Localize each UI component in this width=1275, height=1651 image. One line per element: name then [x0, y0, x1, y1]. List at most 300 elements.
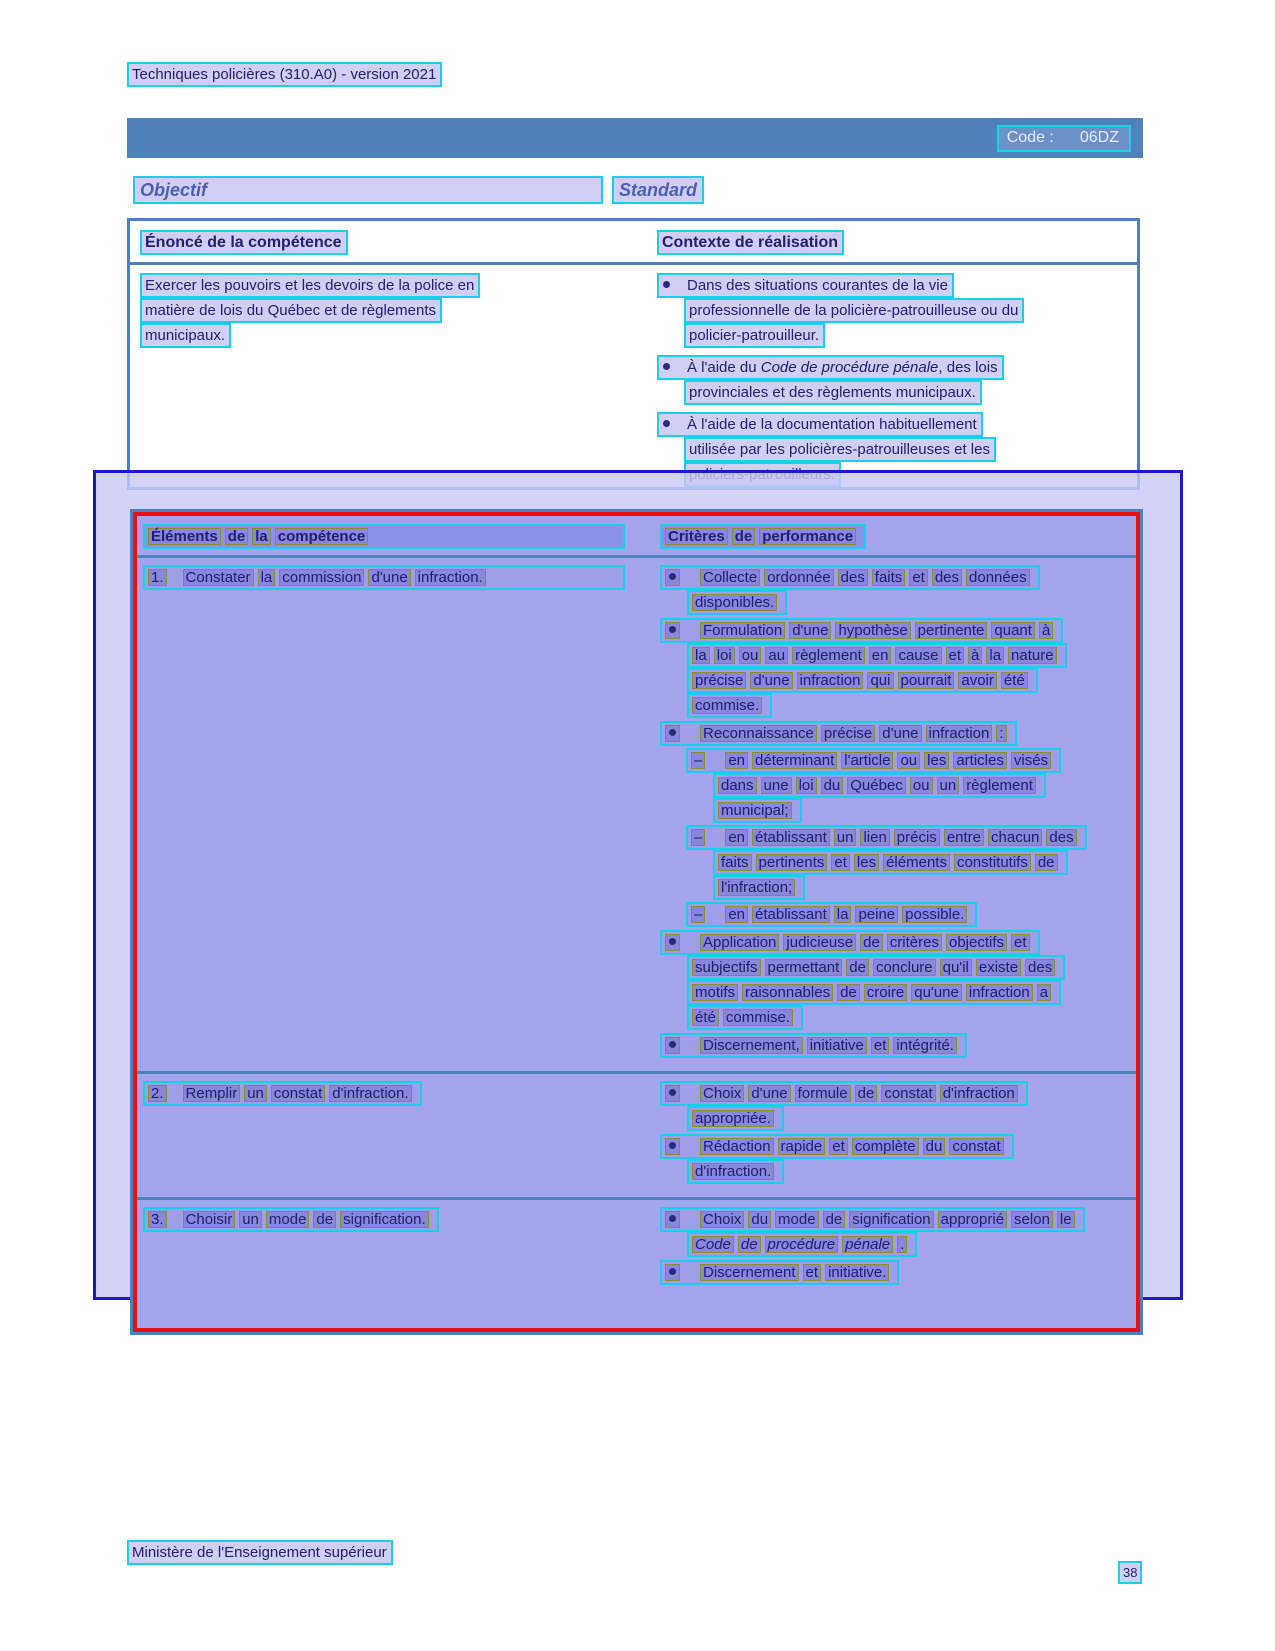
word: Éléments: [148, 528, 221, 545]
text-line-row: [684, 380, 1137, 405]
word: précise: [692, 672, 746, 689]
bullet-item: [660, 1033, 1136, 1058]
word: subjectifs: [692, 959, 761, 976]
text-line-row: [684, 298, 1137, 323]
text-line-row: [660, 565, 1136, 590]
word: compétence: [275, 528, 369, 545]
word: performance: [759, 528, 856, 545]
word: Discernement: [700, 1264, 799, 1281]
text-line-row: [687, 643, 1136, 668]
bullet-icon: [669, 1142, 676, 1149]
word: rapide: [778, 1138, 826, 1155]
text-line-row: [687, 590, 1136, 615]
competence-table-header: [130, 221, 1137, 265]
word: à: [968, 647, 982, 664]
text-line-row: [660, 1134, 1136, 1159]
text-line: [686, 825, 1087, 850]
word: avoir: [958, 672, 997, 689]
text-segment: municipaux.: [145, 327, 226, 344]
bullet-box: [665, 1037, 680, 1054]
word: Remplir: [183, 1085, 241, 1102]
text-line-row: [687, 1005, 1136, 1030]
word: motifs: [692, 984, 738, 1001]
bullet-box: [665, 569, 680, 586]
word: et: [871, 1037, 890, 1054]
text-line-row: [660, 1033, 1136, 1058]
word: éléments: [883, 854, 950, 871]
word: d'une: [368, 569, 410, 586]
word: ou: [897, 752, 920, 769]
element-label-cell: [143, 565, 648, 1061]
word: selon: [1011, 1211, 1053, 1228]
word: et: [831, 854, 850, 871]
doc-title-row: [127, 62, 442, 87]
word: infraction.: [415, 569, 486, 586]
word: mode: [266, 1211, 310, 1228]
word: la: [692, 647, 710, 664]
text-line-row: [686, 825, 1136, 850]
text-line-row: [140, 298, 640, 323]
word: Québec: [847, 777, 906, 794]
word: existe: [976, 959, 1021, 976]
word: possible.: [902, 906, 967, 923]
text-line-row: [713, 773, 1136, 798]
word: ou: [910, 777, 933, 794]
elements-table-red-frame: [133, 512, 1140, 1332]
bullet-icon: [669, 573, 676, 580]
bullet-item: [660, 1207, 1136, 1257]
word: municipal;: [718, 802, 792, 819]
word: été: [692, 1009, 719, 1026]
word: .: [897, 1236, 907, 1253]
text-line: [684, 437, 996, 462]
word: constitutifs: [954, 854, 1031, 871]
word: permettant: [765, 959, 843, 976]
elements-table: [130, 509, 1143, 1335]
context-cell: [640, 273, 1137, 494]
text-line: [660, 1207, 1085, 1232]
element-label-cell: [143, 1207, 648, 1288]
word: qui: [867, 672, 893, 689]
word: Application: [700, 934, 779, 951]
word: de: [846, 959, 869, 976]
word: infraction: [966, 984, 1033, 1001]
text-line: [687, 590, 787, 615]
word: un: [239, 1211, 262, 1228]
word: constat: [271, 1085, 325, 1102]
word: un: [834, 829, 857, 846]
text-line: [660, 1081, 1028, 1106]
text-line: [684, 380, 982, 405]
bullet-item: [660, 930, 1136, 1030]
text-line-row: [143, 1081, 648, 1106]
text-line: [657, 412, 983, 437]
bullet-icon: [669, 729, 676, 736]
code-value: 06DZ: [1079, 129, 1119, 146]
text-line-row: [143, 565, 648, 590]
word: d'infraction.: [329, 1085, 411, 1102]
statement-line: [140, 298, 442, 323]
word: en: [869, 647, 892, 664]
text-line-row: [687, 693, 1136, 718]
word: l'article: [841, 752, 893, 769]
word: signification.: [340, 1211, 429, 1228]
word: Code: [692, 1236, 734, 1253]
text-line: [660, 1260, 899, 1285]
word: en: [725, 752, 748, 769]
text-line-row: [686, 748, 1136, 773]
word: loi: [714, 647, 735, 664]
text-segment: Exercer les pouvoirs et les devoirs de la police en: [145, 277, 475, 294]
word: Constater: [183, 569, 254, 586]
statement-line: [140, 323, 231, 348]
word: qu'il: [940, 959, 972, 976]
word: de: [837, 984, 860, 1001]
text-line: [713, 773, 1046, 798]
col-header-elements: [143, 524, 625, 549]
col-header-criteres: [660, 524, 866, 549]
word: établissant: [752, 829, 830, 846]
text-line: [687, 643, 1067, 668]
word: entre: [944, 829, 984, 846]
element-label-cell: [143, 1081, 648, 1187]
word: d'une: [879, 725, 921, 742]
text-segment: matière de lois du Québec et de règlements: [145, 302, 436, 319]
text-line-row: [687, 980, 1136, 1005]
word: déterminant: [752, 752, 837, 769]
text-line-row: [657, 412, 1137, 437]
text-line: [657, 355, 1004, 380]
criteria-cell: [648, 1207, 1136, 1288]
word: et: [829, 1138, 848, 1155]
bullet-box: [665, 1085, 680, 1102]
sub-bullet-item: [686, 748, 1136, 823]
bullet-box: [665, 1264, 680, 1281]
word: Rédaction: [700, 1138, 774, 1155]
bullet-box: [665, 1138, 680, 1155]
word: commise.: [692, 697, 762, 714]
word: un: [937, 777, 960, 794]
word: visés: [1011, 752, 1051, 769]
text-segment: À l'aide de la documentation habituellement: [687, 416, 977, 433]
text-segment: policier-patrouilleur.: [689, 327, 820, 344]
word: des: [1046, 829, 1076, 846]
bullet-item: [660, 1081, 1136, 1131]
bullet-item: [660, 1260, 1136, 1285]
text-line: [687, 693, 772, 718]
text-line: [687, 1159, 784, 1184]
bullet-item: [657, 355, 1137, 405]
word: infraction: [926, 725, 993, 742]
word: les: [924, 752, 949, 769]
text-line: [687, 1232, 917, 1257]
word: croire: [864, 984, 908, 1001]
word: commise.: [723, 1009, 793, 1026]
word: en: [725, 829, 748, 846]
text-line-row: [660, 930, 1136, 955]
word: articles: [953, 752, 1007, 769]
col-header-enonce: Énoncé de la compétence: [140, 230, 348, 255]
bullet-icon: [669, 1215, 676, 1222]
word: procédure: [765, 1236, 839, 1253]
page-number: 38: [1118, 1561, 1142, 1584]
text-line-row: [660, 618, 1136, 643]
word: Reconnaissance: [700, 725, 817, 742]
text-line-row: [687, 1232, 1136, 1257]
word: du: [748, 1211, 771, 1228]
bullet-item: [660, 1134, 1136, 1184]
bullet-item: [657, 273, 1137, 348]
element-label: [143, 565, 625, 590]
text-line-row: [660, 1081, 1136, 1106]
text-line-row: [686, 902, 1136, 927]
code-label: Code :: [1006, 129, 1054, 146]
text-line-row: [687, 1106, 1136, 1131]
word: quant: [991, 622, 1035, 639]
word: faits: [718, 854, 752, 871]
word: :: [996, 725, 1006, 742]
word: de: [1035, 854, 1058, 871]
word: ou: [739, 647, 762, 664]
heading-standard: Standard: [612, 176, 704, 204]
row-number: 1.: [148, 569, 167, 586]
text-line-row: [687, 668, 1136, 693]
word: d'une: [748, 1085, 790, 1102]
word: la: [258, 569, 276, 586]
word: Choisir: [183, 1211, 236, 1228]
bullet-box: [665, 622, 680, 639]
row-number: 3.: [148, 1211, 167, 1228]
text-line: [686, 902, 977, 927]
word: en: [725, 906, 748, 923]
word: hypothèse: [835, 622, 910, 639]
word: de: [738, 1236, 761, 1253]
criteria-cell: [648, 1081, 1136, 1187]
word: et: [1011, 934, 1030, 951]
bullet-box: [665, 725, 680, 742]
element-label: [143, 1207, 439, 1232]
section-headings: [133, 176, 698, 204]
word: d'infraction: [940, 1085, 1018, 1102]
word: chacun: [988, 829, 1042, 846]
text-line: [684, 323, 825, 348]
bullet-icon: [663, 281, 670, 288]
doc-title: Techniques policières (310.A0) - version 2021: [127, 62, 442, 87]
word: pertinents: [756, 854, 828, 871]
word: intégrité.: [893, 1037, 957, 1054]
word: un: [244, 1085, 267, 1102]
word: de: [860, 934, 883, 951]
word: de: [225, 528, 249, 545]
word: appropriée.: [692, 1110, 774, 1127]
word: Choix: [700, 1211, 744, 1228]
footer-page-row: [1118, 1561, 1142, 1584]
text-line-row: [713, 875, 1136, 900]
element-label: [143, 1081, 422, 1106]
word: d'une: [750, 672, 792, 689]
word: cause: [895, 647, 941, 664]
text-segment: provinciales et des règlements municipaux.: [689, 384, 976, 401]
word: été: [1001, 672, 1028, 689]
competence-table-body: [130, 265, 1137, 494]
word: Formulation: [700, 622, 785, 639]
word: complète: [852, 1138, 919, 1155]
word: pénale: [842, 1236, 893, 1253]
dash-bullet-icon: –: [691, 752, 705, 769]
text-line: [660, 721, 1017, 746]
word: disponibles.: [692, 594, 777, 611]
word: une: [761, 777, 792, 794]
bullet-icon: [663, 420, 670, 427]
text-line: [660, 930, 1040, 955]
word: règlement: [963, 777, 1036, 794]
word: a: [1037, 984, 1051, 1001]
word: mode: [775, 1211, 819, 1228]
text-line-row: [713, 850, 1136, 875]
word: judicieuse: [783, 934, 856, 951]
word: et: [909, 569, 928, 586]
bullet-item: [660, 618, 1136, 718]
word: de: [313, 1211, 336, 1228]
word: critères: [887, 934, 942, 951]
text-line-row: [657, 273, 1137, 298]
col-header-contexte: Contexte de réalisation: [657, 230, 844, 255]
word: nature: [1008, 647, 1057, 664]
word: les: [854, 854, 879, 871]
element-row: [137, 1071, 1136, 1197]
bullet-icon: [669, 1041, 676, 1048]
competence-table: [127, 218, 1140, 490]
text-line-row: [660, 1207, 1136, 1232]
word: et: [803, 1264, 822, 1281]
text-line-row: [140, 323, 640, 348]
word: Discernement,: [700, 1037, 803, 1054]
text-segment: utilisée par les policières-patrouilleuses et les: [689, 441, 990, 458]
text-line-row: [140, 273, 640, 298]
word: peine: [855, 906, 898, 923]
criteria-cell: [648, 565, 1136, 1061]
word: des: [1025, 959, 1055, 976]
code-box: [997, 125, 1131, 152]
word: à: [1039, 622, 1053, 639]
text-line: [713, 875, 805, 900]
dash-bullet-icon: –: [691, 906, 705, 923]
word: approprié: [938, 1211, 1007, 1228]
word: des: [838, 569, 868, 586]
text-line: [687, 955, 1065, 980]
word: l'infraction;: [718, 879, 795, 896]
word: précise: [821, 725, 875, 742]
bullet-icon: [669, 938, 676, 945]
word: Critères: [665, 528, 728, 545]
text-line: [686, 748, 1061, 773]
word: dans: [718, 777, 757, 794]
word: la: [986, 647, 1004, 664]
row-number: 2.: [148, 1085, 167, 1102]
word: du: [923, 1138, 946, 1155]
word: ordonnée: [764, 569, 833, 586]
text-segment: Code de procédure pénale: [760, 359, 939, 376]
word: constat: [949, 1138, 1003, 1155]
word: loi: [796, 777, 817, 794]
text-segment: professionnelle de la policière-patrouilleuse ou du: [689, 302, 1019, 319]
statement-line: [140, 273, 480, 298]
text-line: [684, 298, 1024, 323]
word: établissant: [752, 906, 830, 923]
word: initiative: [807, 1037, 867, 1054]
text-line-row: [713, 798, 1136, 823]
word: de: [823, 1211, 846, 1228]
bullet-icon: [669, 626, 676, 633]
bullet-icon: [669, 1268, 676, 1275]
word: faits: [872, 569, 906, 586]
bullet-item: [660, 565, 1136, 615]
bullet-box: [665, 934, 680, 951]
word: Collecte: [700, 569, 760, 586]
text-line-row: [687, 955, 1136, 980]
word: lien: [860, 829, 889, 846]
text-line-row: [143, 1207, 648, 1232]
word: de: [855, 1085, 878, 1102]
word: infraction: [797, 672, 864, 689]
word: conclure: [873, 959, 936, 976]
bullet-box: [665, 1211, 680, 1228]
word: objectifs: [946, 934, 1007, 951]
statement-cell: [140, 273, 640, 494]
text-line: [687, 1106, 784, 1131]
word: du: [821, 777, 844, 794]
word: signification: [849, 1211, 933, 1228]
word: commission: [279, 569, 364, 586]
text-line: [660, 1134, 1014, 1159]
word: des: [932, 569, 962, 586]
text-line-row: [660, 721, 1136, 746]
text-line: [713, 850, 1068, 875]
word: données: [966, 569, 1030, 586]
word: au: [765, 647, 788, 664]
bullet-icon: [669, 1089, 676, 1096]
text-line-row: [684, 437, 1137, 462]
sub-bullet-item: [686, 825, 1136, 900]
dash-bullet-icon: –: [691, 829, 705, 846]
elements-table-rows: [137, 558, 1136, 1328]
text-segment: À l'aide du: [687, 359, 761, 376]
word: la: [834, 906, 852, 923]
code-banner: [127, 118, 1143, 158]
bullet-item: [660, 721, 1136, 927]
bullet-icon: [663, 363, 670, 370]
word: d'une: [789, 622, 831, 639]
word: qu'une: [911, 984, 962, 1001]
sub-bullet-item: [686, 902, 1136, 927]
word: initiative.: [825, 1264, 889, 1281]
word: précis: [894, 829, 940, 846]
word: d'infraction.: [692, 1163, 774, 1180]
text-line: [687, 1005, 803, 1030]
text-line: [660, 618, 1063, 643]
text-line: [657, 273, 954, 298]
word: formule: [795, 1085, 851, 1102]
text-line: [687, 668, 1038, 693]
text-line: [660, 1033, 967, 1058]
text-line-row: [684, 323, 1137, 348]
text-line-row: [660, 1260, 1136, 1285]
element-row: [137, 1197, 1136, 1328]
word: constat: [881, 1085, 935, 1102]
word: la: [252, 528, 271, 545]
word: Choix: [700, 1085, 744, 1102]
word: de: [732, 528, 756, 545]
